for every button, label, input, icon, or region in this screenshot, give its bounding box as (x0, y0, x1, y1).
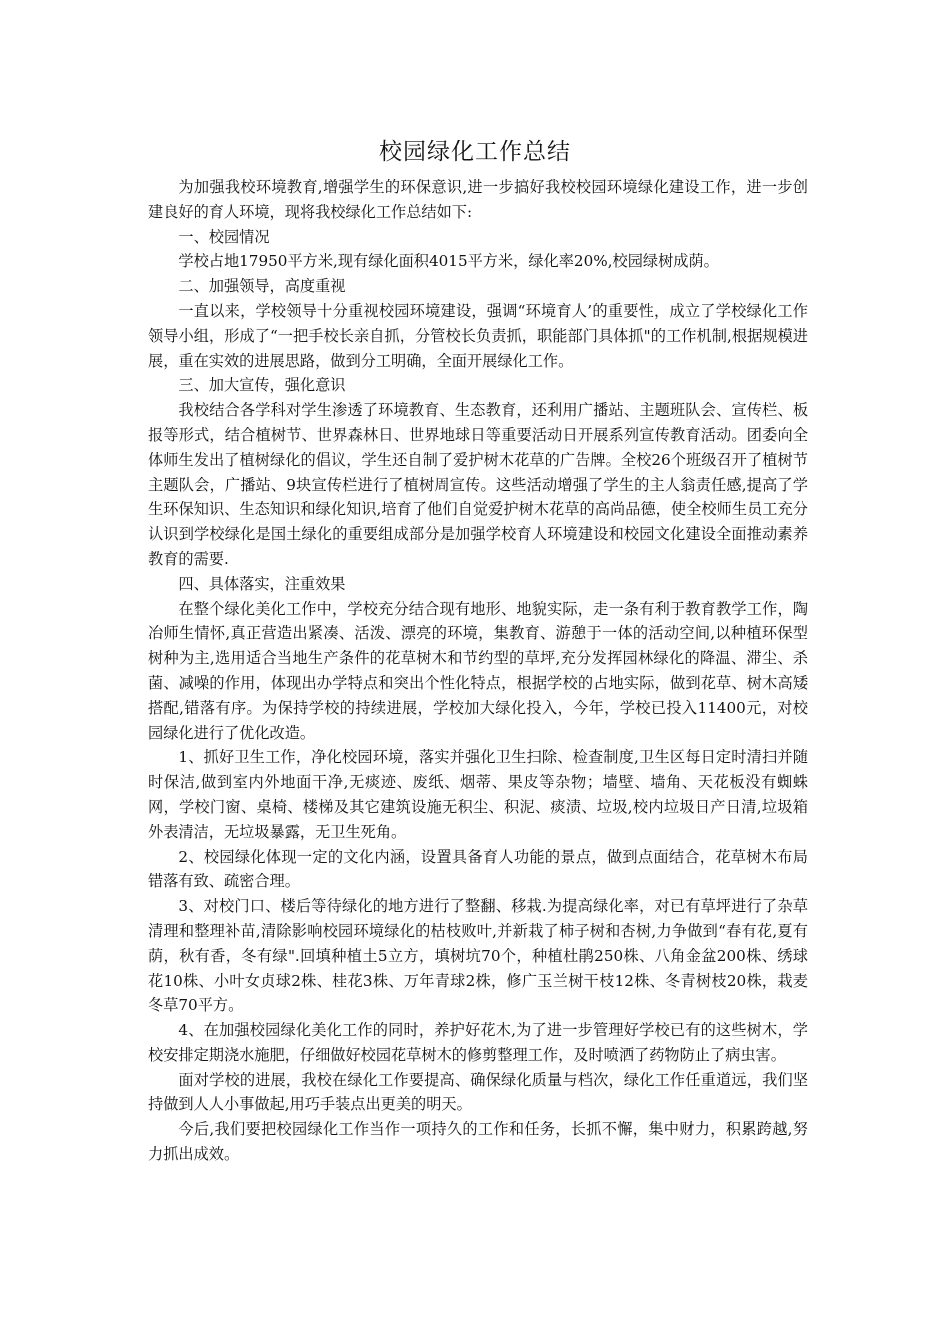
body-paragraph: 在整个绿化美化工作中，学校充分结合现有地形、地貌实际，走一条有利于教育教学工作，陶冶师生情怀,真正营造出紧凑、活泼、漂亮的环境，集教育、游憩于一体的活动空间,以种植环保型树种为主,选用适合当地生产条件的花草树木和节约型的草坪,充分发挥园林绿化的降温、滞尘、杀菌、减噪的作用，体现出办学特点和突出个性化特点，根据学校的占地实际，做到花草、树木高矮搭配,错落有序。为保持学校的持续进展，学校加大绿化投入，今年，学校已投入11400元，对校园绿化进行了优化改造。 (148, 599, 808, 742)
body-paragraph: 面对学校的进展，我校在绿化工作要提高、确保绿化质量与档次，绿化工作任重道远，我们坚持做到人人小事做起,用巧手装点出更美的明天。 (148, 1070, 808, 1114)
section-heading: 二、加强领导，高度重视 (178, 277, 346, 296)
numbered-paragraph: 4、在加强校园绿化美化工作的同时，养护好花木,为了进一步管理好学校已有的这些树木，学校安排定期浇水施肥，仔细做好校园花草树木的修剪整理工作，及时喷洒了药物防止了病虫害。 (148, 1021, 808, 1064)
intro-paragraph: 为加强我校环境教育,增强学生的环保意识,进一步搞好我校校园环境绿化建设工作，进一步创建良好的育人环境，现将我校绿化工作总结如下: (148, 178, 808, 221)
numbered-paragraph: 2、校园绿化体现一定的文化内涵，设置具备育人功能的景点，做到点面结合，花草树木布局错落有致、疏密合理。 (148, 847, 808, 891)
document-body (148, 175, 808, 1167)
numbered-paragraph: 3、对校门口、楼后等待绿化的地方进行了整翻、移栽.为提高绿化率，对已有草坪进行了杂草清理和整理补苗,清除影响校园环境绿化的枯枝败叶,并新栽了柿子树和杏树,力争做到“春有花,夏有荫，秋有香，冬有绿".回填种植土5立方，填树坑70个，种植杜鹃250株、八角金盆200株、绣球花10株、小叶女贞球2株、桂花3株、万年青球2株，修广玉兰树干枝12株、冬青树枝20株，栽麦冬草70平方。 (148, 897, 808, 1015)
closing-paragraph: 今后,我们要把校园绿化工作当作一项持久的工作和任务，长抓不懈，集中财力，积累跨越,努力抓出成效。 (148, 1120, 808, 1164)
body-paragraph: 一直以来，学校领导十分重视校园环境建设，强调“环境育人’的重要性，成立了学校绿化工作领导小组，形成了“一把手校长亲自抓，分管校长负责抓，职能部门具体抓"的工作机制,根据规模进展，重在实效的进展思路，做到分工明确，全面开展绿化工作。 (148, 301, 808, 370)
body-paragraph: 我校结合各学科对学生渗透了环境教育、生态教育，还利用广播站、主题班队会、宣传栏、板报等形式，结合植树节、世界森林日、世界地球日等重要活动日开展系列宣传教育活动。团委向全体师生发出了植树绿化的倡议，学生还自制了爱护树木花草的广告牌。全校26个班级召开了植树节主题队会，广播站、9块宣传栏进行了植树周宣传。这些活动增强了学生的主人翁责任感,提高了学生环保知识、生态知识和绿化知识,培育了他们自觉爱护树木花草的高尚品德，使全校师生员工充分认识到学校绿化是国土绿化的重要组成部分是加强学校育人环境建设和校园文化建设全面推动素养教育的需要. (148, 401, 808, 568)
document-title: 校园绿化工作总结 (379, 139, 571, 165)
body-paragraph: 学校占地17950平方米,现有绿化面积4015平方米，绿化率20%,校园绿树成荫。 (178, 252, 719, 271)
section-heading: 三、加大宣传，强化意识 (178, 376, 346, 395)
section-heading: 一、校园情况 (178, 227, 270, 246)
numbered-paragraph: 1、抓好卫生工作，净化校园环境，落实并强化卫生扫除、检查制度,卫生区每日定时清扫并随时保洁,做到室内外地面干净,无痰迹、废纸、烟蒂、果皮等杂物；墙壁、墙角、天花板没有蜘蛛网，学校门窗、桌椅、楼梯及其它建筑设施无积尘、积泥、痰渍、垃圾,校内垃圾日产日清,垃圾箱外表清洁，无垃圾暴露，无卫生死角。 (148, 748, 808, 841)
section-heading: 四、具体落实，注重效果 (178, 574, 346, 593)
